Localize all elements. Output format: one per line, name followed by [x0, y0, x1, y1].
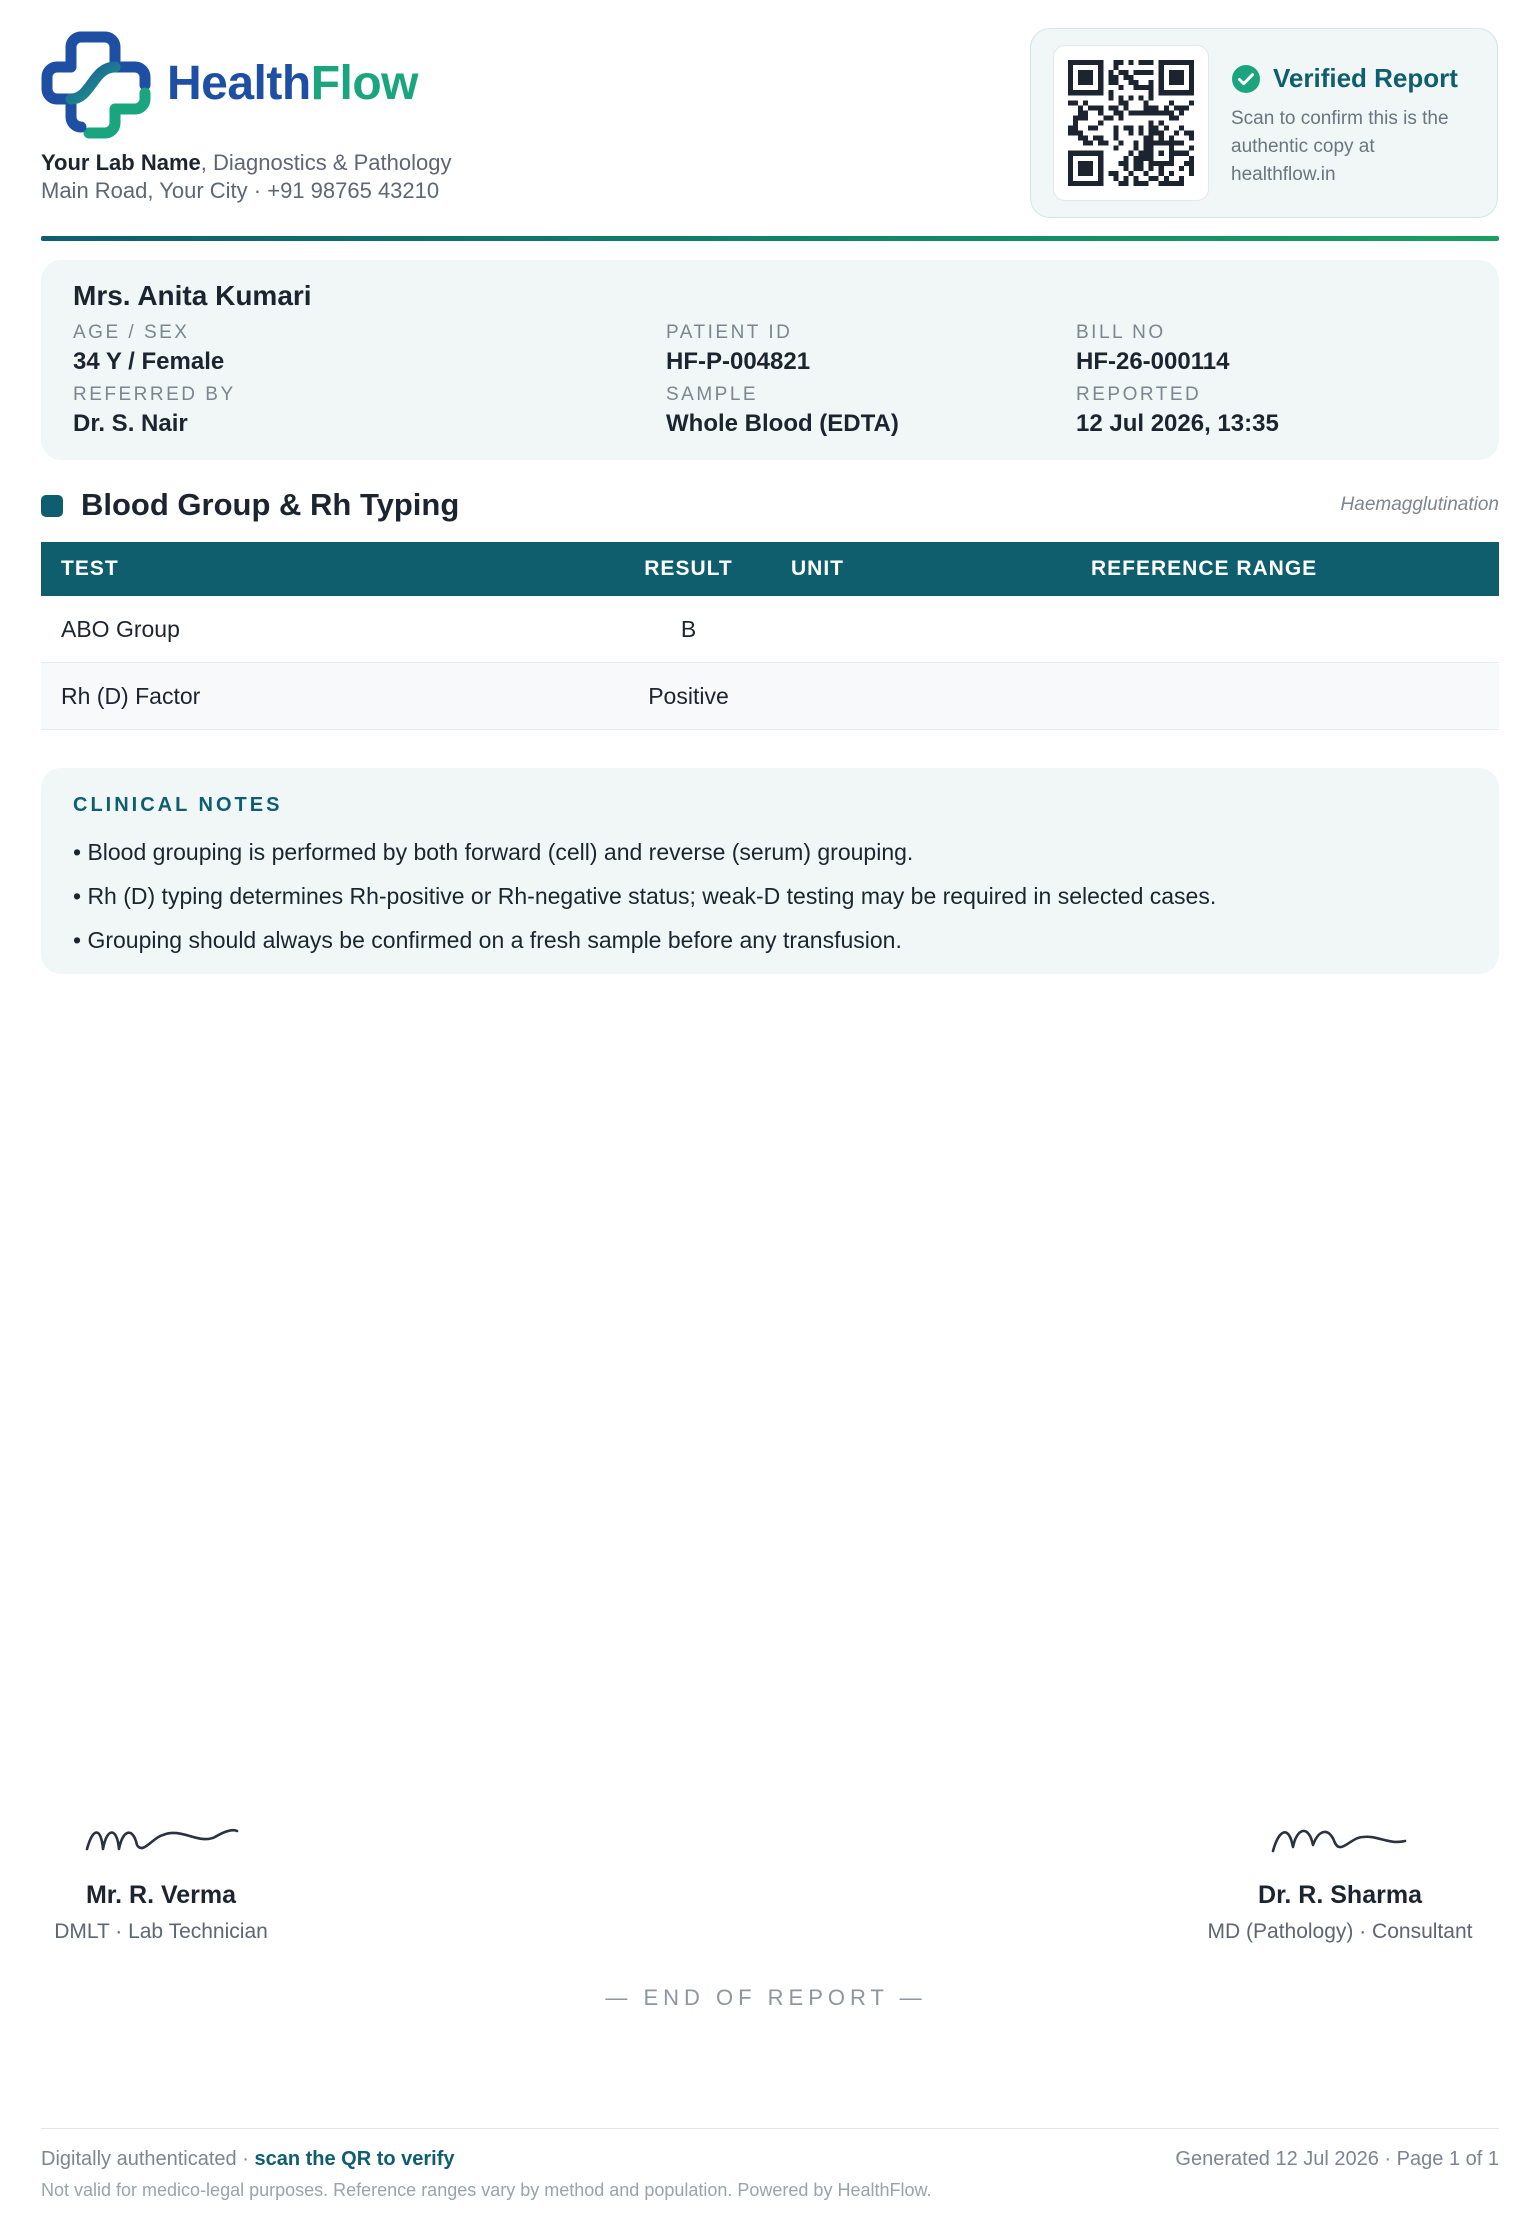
signature-scribble-icon: [1265, 1815, 1415, 1859]
test-reference-range: [1091, 663, 1499, 730]
patient-info-card: [41, 260, 1499, 460]
clinical-notes-card: [41, 768, 1499, 974]
footer-generated: Generated 12 Jul 2026 · Page 1 of 1: [1175, 2148, 1499, 2170]
healthflow-logo-icon: [41, 27, 153, 139]
footer-disclaimer: Not valid for medico-legal purposes. Reference ranges vary by method and population. Powered by HealthFlow.: [41, 2180, 932, 2200]
reported-value: 12 Jul 2026, 13:35: [1076, 410, 1279, 437]
referred-by-label: REFERRED BY: [73, 384, 236, 405]
test-result: B: [586, 596, 791, 663]
referred-by-value: Dr. S. Nair: [73, 410, 188, 437]
verification-card: [1030, 28, 1498, 218]
signature-consultant: [1190, 1815, 1490, 1944]
verified-report-text: Scan to confirm this is the authentic copy at healthflow.in: [1231, 108, 1449, 185]
test-result: Positive: [586, 663, 791, 730]
patient-id-value: HF-P-004821: [666, 348, 811, 375]
lab-name: Your Lab Name: [41, 150, 201, 175]
clinical-notes-title: CLINICAL NOTES: [73, 794, 283, 816]
age-sex-label: AGE / SEX: [73, 322, 190, 343]
test-reference-range: [1091, 596, 1499, 663]
patient-name: Mrs. Anita Kumari: [73, 280, 312, 311]
header-divider: [41, 236, 1499, 241]
lab-address: Main Road, Your City · +91 98765 43210: [41, 178, 440, 203]
age-sex-value: 34 Y / Female: [73, 348, 225, 375]
note-item: • Rh (D) typing determines Rh-positive or Rh-negative status; weak-D testing may be required in selected cases.: [73, 883, 1217, 909]
signature-technician: [41, 1815, 281, 1944]
brand-name: HealthFlow: [167, 56, 419, 110]
bill-no-value: HF-26-000114: [1076, 348, 1230, 375]
qr-code[interactable]: [1053, 45, 1209, 201]
consultant-name: Dr. R. Sharma: [1258, 1881, 1422, 1909]
qr-code-icon: [1068, 60, 1194, 186]
column-header-unit: UNIT: [791, 542, 1091, 596]
test-name: Rh (D) Factor: [41, 663, 586, 730]
footer-divider: [41, 2128, 1499, 2129]
section-marker: [41, 495, 63, 517]
note-item: • Grouping should always be confirmed on a fresh sample before any transfusion.: [73, 927, 902, 953]
sample-label: SAMPLE: [666, 384, 759, 405]
table-header-row: [41, 542, 1499, 596]
bill-no-label: BILL NO: [1076, 322, 1166, 343]
lab-subtitle: , Diagnostics & Pathology: [200, 150, 452, 175]
section-method: Haemagglutination: [1340, 494, 1499, 515]
column-header-result: RESULT: [586, 542, 791, 596]
column-header-test: TEST: [41, 542, 586, 596]
lab-name-line: [41, 150, 451, 176]
test-unit: [791, 596, 1091, 663]
brand-logo: [41, 27, 418, 139]
sample-value: Whole Blood (EDTA): [666, 410, 899, 437]
technician-role: DMLT · Lab Technician: [54, 1920, 268, 1943]
patient-id-label: PATIENT ID: [666, 322, 793, 343]
table-row: [41, 596, 1499, 663]
section-title: Blood Group & Rh Typing: [81, 487, 460, 522]
table-row: [41, 663, 1499, 730]
check-circle-icon: [1231, 64, 1261, 94]
results-table: [41, 542, 1499, 730]
verified-report-title: Verified Report: [1273, 63, 1458, 93]
note-item: • Blood grouping is performed by both forward (cell) and reverse (serum) grouping.: [73, 839, 914, 865]
column-header-reference-range: REFERENCE RANGE: [1091, 542, 1499, 596]
footer-auth-text: Digitally authenticated ·: [41, 2148, 255, 2170]
technician-name: Mr. R. Verma: [85, 1881, 237, 1909]
signature-scribble-icon: [81, 1815, 241, 1859]
verify-link[interactable]: scan the QR to verify: [254, 2148, 455, 2170]
footer-authentication: [41, 2148, 455, 2171]
clinical-notes-list: [73, 830, 1216, 962]
end-of-report: — END OF REPORT —: [605, 1985, 927, 2010]
test-name: ABO Group: [41, 596, 586, 663]
test-unit: [791, 663, 1091, 730]
consultant-role: MD (Pathology) · Consultant: [1207, 1920, 1473, 1943]
reported-label: REPORTED: [1076, 384, 1202, 405]
